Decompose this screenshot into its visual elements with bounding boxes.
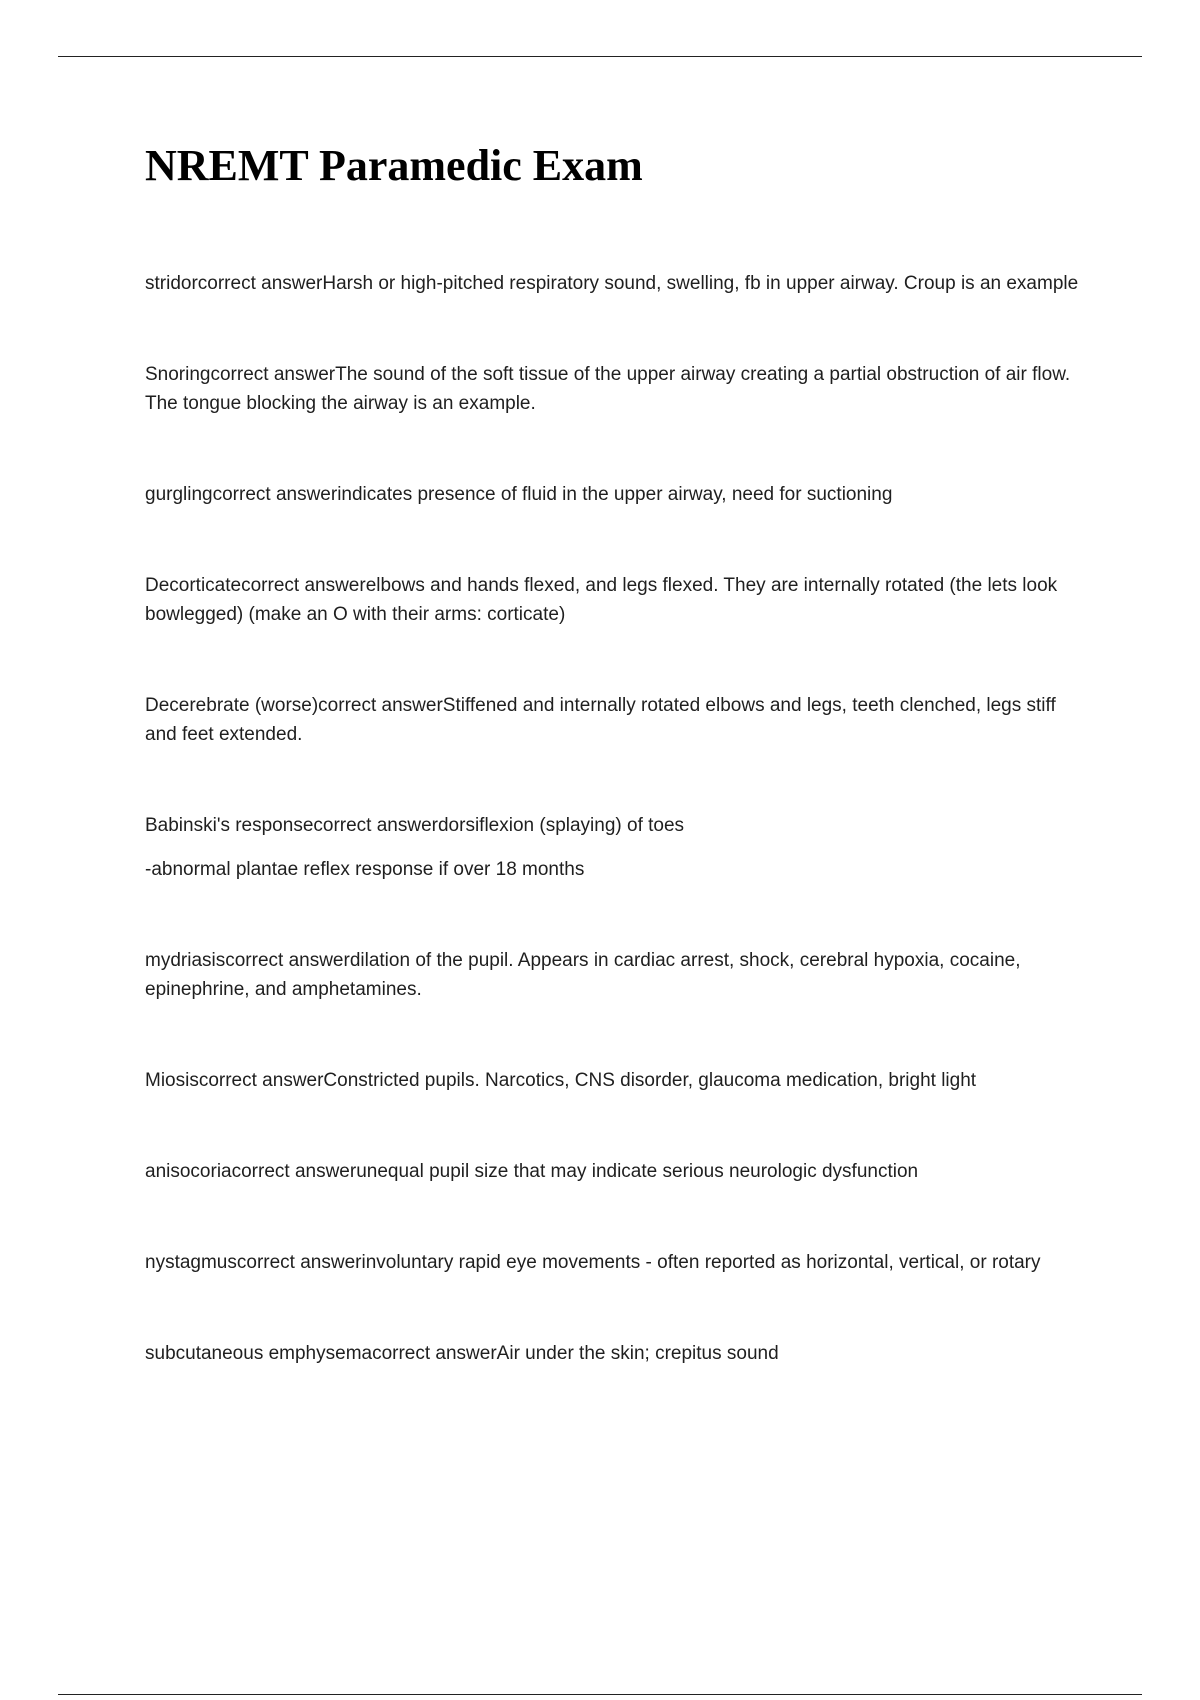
entry-babinski (145, 811, 1085, 884)
entry-stridor (145, 269, 1085, 298)
entry-text: Snoringcorrect answerThe sound of the soft tissue of the upper airway creating a partial obstruction of air flow. The tongue blocking the airway is an example. (145, 364, 1071, 414)
entry-extra-text: -abnormal plantae reflex response if over 18 months (145, 859, 585, 880)
entry-text: mydriasiscorrect answerdilation of the pupil. Appears in cardiac arrest, shock, cerebral hypoxia, cocaine, epinephrine, and amphetamines. (145, 950, 1021, 1000)
entry-nystagmus (145, 1248, 1085, 1277)
footer-rule (58, 1694, 1142, 1695)
entry-text: Miosiscorrect answerConstricted pupils. Narcotics, CNS disorder, glaucoma medication, bright light (145, 1070, 977, 1091)
entry-mydriasis (145, 946, 1085, 1004)
document-body (145, 140, 1085, 1430)
entry-gurgling (145, 480, 1085, 509)
entry-miosis (145, 1066, 1085, 1095)
entry-snoring (145, 360, 1085, 418)
header-rule (58, 56, 1142, 57)
entry-text: stridorcorrect answerHarsh or high-pitched respiratory sound, swelling, fb in upper airway. Croup is an example (145, 273, 1079, 294)
entry-text: anisocoriacorrect answerunequal pupil size that may indicate serious neurologic dysfunction (145, 1161, 919, 1182)
document-title: NREMT Paramedic Exam (145, 141, 643, 190)
entry-anisocoria (145, 1157, 1085, 1186)
entry-text: subcutaneous emphysemacorrect answerAir under the skin; crepitus sound (145, 1343, 779, 1364)
entry-text: Decorticatecorrect answerelbows and hands flexed, and legs flexed. They are internally rotated (the lets look bowlegged) (make an O with their arms: corticate) (145, 575, 1058, 625)
entry-list (145, 269, 1085, 1368)
entry-text: Babinski's responsecorrect answerdorsiflexion (splaying) of toes (145, 815, 685, 836)
entry-subcutaneous-emphysema (145, 1339, 1085, 1368)
entry-text: nystagmuscorrect answerinvoluntary rapid eye movements - often reported as horizontal, vertical, or rotary (145, 1252, 1041, 1273)
entry-decerebrate (145, 691, 1085, 749)
entry-text: gurglingcorrect answerindicates presence of fluid in the upper airway, need for suctioning (145, 484, 893, 505)
entry-decorticate (145, 571, 1085, 629)
entry-text: Decerebrate (worse)correct answerStiffened and internally rotated elbows and legs, teeth clenched, legs stiff and feet extended. (145, 695, 1056, 745)
